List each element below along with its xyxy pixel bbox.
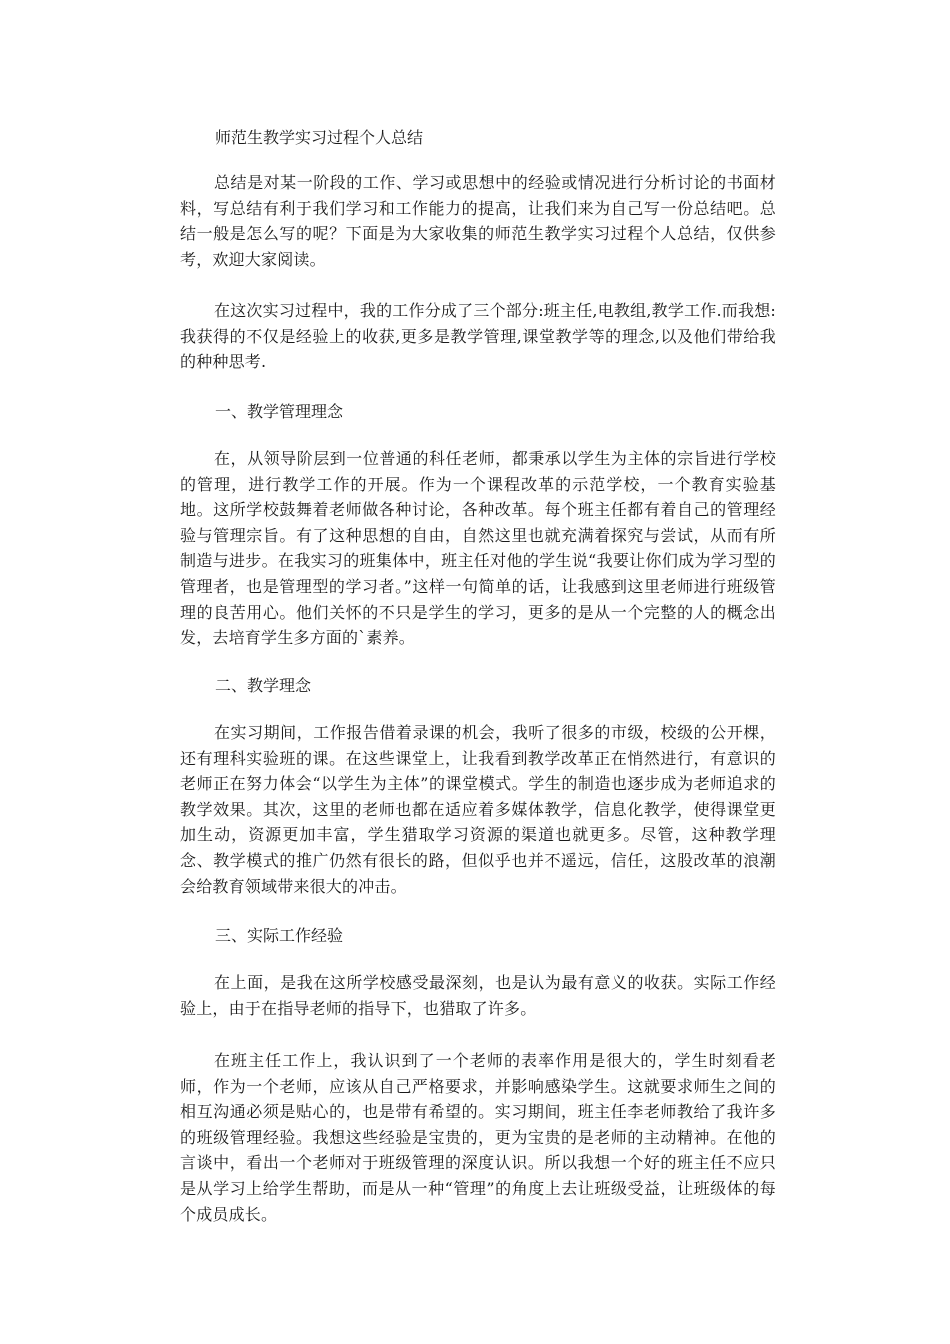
section-2-heading: 二、教学理念 (215, 676, 312, 695)
section-3-paragraph-1: 在上面，是我在这所学校感受最深刻，也是认为最有意义的收获。实际工作经验上，由于在指导老师的指导下，也猎取了许多。 (180, 973, 776, 1018)
section-3-paragraph-2: 在班主任工作上，我认识到了一个老师的表率作用是很大的，学生时刻看老师，作为一个老师，应该从自己严格要求，并影响感染学生。这就要求师生之间的相互沟通必须是贴心的，也是带有希望的。实习期间，班主任李老师教给了我许多的班级管理经验。我想这些经验是宝贵的，更为宝贵的是老师的主动精神。在他的言谈中，看出一个老师对于班级管理的深度认识。所以我想一个好的班主任不应只是从学习上给学生帮助，而是从一种“管理”的角度上去让班级受益，让班级体的每个成员成长。 (180, 1051, 776, 1224)
intro-paragraph: 总结是对某一阶段的工作、学习或思想中的经验或情况进行分析讨论的书面材料，写总结有利于我们学习和工作能力的提高，让我们来为自己写一份总结吧。总结一般是怎么写的呢？下面是为大家收集的师范生教学实习过程个人总结，仅供参考，欢迎大家阅读。 (180, 173, 776, 269)
section-3-heading: 三、实际工作经验 (215, 926, 344, 945)
document-title: 师范生教学实习过程个人总结 (215, 128, 424, 147)
section-2-body: 在实习期间，工作报告借着录课的机会，我听了很多的市级，校级的公开棵，还有理科实验班的课。在这些课堂上，让我看到教学改革正在悄然进行，有意识的老师正在努力体会“以学生为主体”的课堂模式。学生的制造也逐步成为老师追求的教学效果。其次，这里的老师也都在适应着多媒体教学，信息化教学，使得课堂更加生动，资源更加丰富，学生猎取学习资源的渠道也就更多。尽管，这种教学理念、教学模式的推广仍然有很长的路，但似乎也并不遥远，信任，这股改革的浪潮会给教育领域带来很大的冲击。 (180, 723, 776, 896)
overview-paragraph: 在这次实习过程中，我的工作分成了三个部分:班主任,电教组,教学工作.而我想:我获得的不仅是经验上的收获,更多是教学管理,课堂教学等的理念,以及他们带给我的种种思考. (180, 301, 776, 372)
section-1-heading: 一、教学管理理念 (215, 402, 344, 421)
section-1-body: 在，从领导阶层到一位普通的科任老师，都秉承以学生为主体的宗旨进行学校的管理，进行教学工作的开展。作为一个课程改革的示范学校，一个教育实验基地。这所学校鼓舞着老师做各种讨论，各种改革。每个班主任都有着自己的管理经验与管理宗旨。有了这种思想的自由，自然这里也就充满着探究与尝试，从而有所制造与进步。在我实习的班集体中，班主任对他的学生说“我要让你们成为学习型的管理者，也是管理型的学习者。”这样一句简单的话，让我感到这里老师进行班级管理的良苦用心。他们关怀的不只是学生的学习，更多的是从一个完整的人的概念出发，去培育学生多方面的`素养。 (180, 449, 776, 648)
